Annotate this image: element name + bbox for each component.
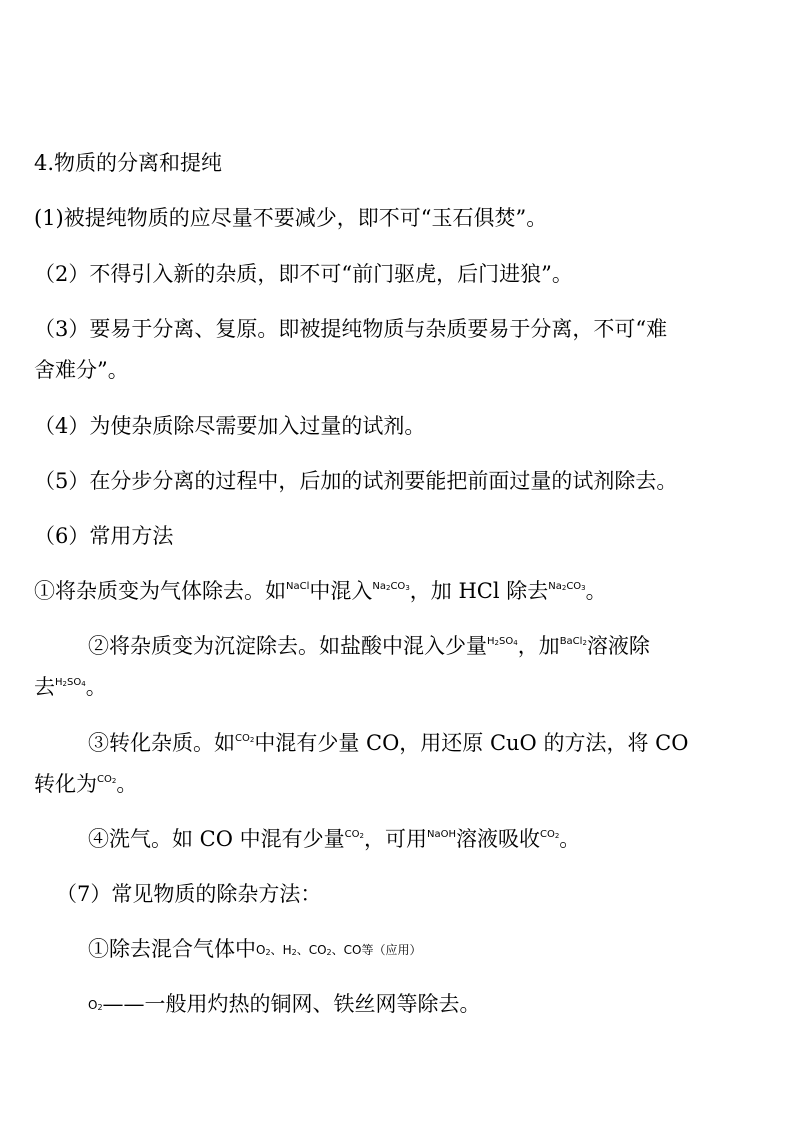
method-4-text-d: 。	[559, 827, 581, 851]
formula-o2: $O_2$	[88, 998, 103, 1012]
method-3-line-2	[34, 774, 794, 795]
method-1	[34, 581, 794, 602]
method-1-text-a: ①将杂质变为气体除去。如	[34, 579, 286, 603]
rule-5: （5）在分步分离的过程中，后加的试剂要能把前面过量的试剂除去。	[34, 469, 678, 493]
method-2-text-a: ②将杂质变为沉淀除去。如盐酸中混入少量	[88, 634, 487, 658]
formula-co2-3: CO2	[344, 829, 364, 840]
method-1-text-c: ，加 HCl 除去	[409, 579, 549, 603]
removal-o2	[88, 994, 794, 1015]
method-4-text-c: 溶液吸收	[455, 827, 540, 851]
formula-na2co3-2: Na2CO3	[548, 581, 586, 592]
method-1-text-b: 中混入	[309, 579, 373, 603]
removal-o2-text: ——一般用灼热的铜网、铁丝网等除去。	[102, 992, 481, 1016]
rule-7-heading: （7）常见物质的除杂方法：	[56, 882, 322, 906]
method-2-text-c: 溶液除	[586, 634, 650, 658]
rule-2: （2）不得引入新的杂质，即不可“前门驱虎，后门进狼”。	[34, 262, 573, 286]
method-2-line-1	[88, 636, 794, 657]
rule-3-line-1: （3）要易于分离、复原。即被提纯物质与杂质要易于分离，不可“难	[34, 317, 668, 341]
removal-1-text: ①除去混合气体中	[88, 937, 256, 961]
rule-4: （4）为使杂质除尽需要加入过量的试剂。	[34, 414, 426, 438]
method-3-text-b: 中混有少量 CO，用还原 CuO 的方法，将 CO	[254, 731, 689, 755]
formula-nacl: NaCl	[286, 581, 310, 592]
formula-co2: CO2	[235, 733, 255, 744]
formula-h2so4-2: H2SO4	[55, 677, 86, 688]
method-2-text-b: ，加	[517, 634, 560, 658]
method-3-text-a: ③转化杂质。如	[88, 731, 235, 755]
method-4-text-b: ，可用	[363, 827, 427, 851]
rule-1: (1)被提纯物质的应尽量不要减少，即不可“玉石俱焚”。	[34, 206, 548, 230]
method-4-text-a: ④洗气。如 CO 中混有少量	[88, 827, 345, 851]
formula-co2-4: CO2	[539, 829, 560, 840]
rule-6-heading: （6）常用方法	[34, 524, 174, 548]
method-3-text-c: 转化为	[34, 772, 97, 796]
gas-list: $O_2$、$H_2$、$CO_2$、CO等（应用）	[256, 943, 422, 957]
method-2-text-e: 。	[85, 675, 107, 699]
formula-h2so4: H2SO4	[487, 636, 518, 647]
formula-na2co3: Na2CO3	[372, 581, 410, 592]
formula-bacl2: BaCl2	[559, 636, 587, 647]
formula-co2-2: CO2	[97, 774, 117, 785]
removal-1	[88, 939, 794, 960]
formula-naoh: NaOH	[426, 829, 456, 840]
section-heading: 4.物质的分离和提纯	[34, 151, 223, 175]
method-3-line-1	[88, 733, 794, 754]
method-1-text-d: 。	[585, 579, 607, 603]
rule-3-line-2: 舍难分”。	[34, 358, 129, 382]
method-2-line-2	[34, 677, 794, 698]
method-3-text-d: 。	[116, 772, 138, 796]
method-2-text-d: 去	[34, 675, 55, 699]
method-4	[88, 829, 794, 850]
